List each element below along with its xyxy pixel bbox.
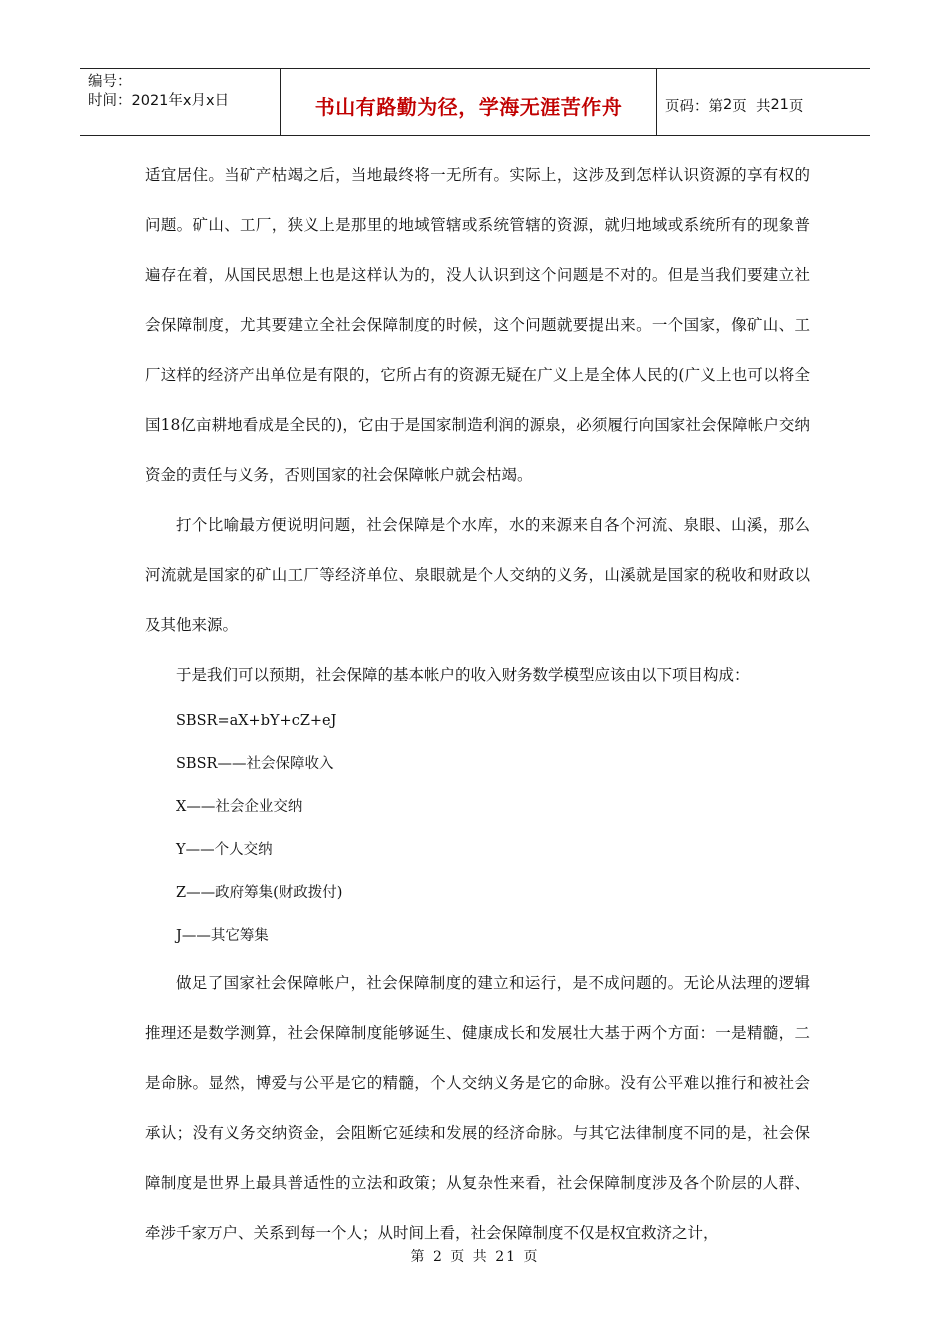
formula: SBSR=aX+bY+cZ+eJ [176,713,337,729]
page-middle: 页 共 [732,98,771,115]
header-meta [80,69,281,135]
document-body [145,150,810,1258]
page-header [80,68,870,136]
page-total: 21 [770,97,789,113]
page-current: 2 [723,97,733,113]
page-prefix: 页码：第 [665,98,723,115]
definition-x: X——社会企业交纳 [176,799,303,815]
paragraph-2: 打个比喻最方便说明问题，社会保障是个水库，水的来源来自各个河流、泉眼、山溪，那么河流就是国家的矿山工厂等经济单位、泉眼就是个人交纳的义务，山溪就是国家的税收和财政以及其他来源。 [145,516,810,634]
time-label: 时间：2021年x月x日 [88,93,230,109]
definition-j: J——其它筹集 [176,928,269,944]
header-page-number [657,69,870,135]
page-footer: 第 2 页 共 21 页 [410,1249,540,1265]
header-motto: 书山有路勤为径，学海无涯苦作舟 [281,69,657,135]
definition-y: Y——个人交纳 [176,842,273,858]
paragraph-3: 于是我们可以预期，社会保障的基本帐户的收入财务数学模型应该由以下项目构成： [176,666,750,684]
definition-z: Z——政府筹集(财政拨付) [176,885,343,901]
number-label: 编号： [88,74,132,90]
paragraph-1: 适宜居住。当矿产枯竭之后，当地最终将一无所有。实际上，这涉及到怎样认识资源的享有权的问题。矿山、工厂，狭义上是那里的地域管辖或系统管辖的资源，就归地域或系统所有的现象普遍存在着，从国民思想上也是这样认为的，没人认识到这个问题是不对的。但是当我们要建立社会保障制度，尤其要建立全社会保障制度的时候，这个问题就要提出来。一个国家，像矿山、工厂这样的经济产出单位是有限的，它所占有的资源无疑在广义上是全体人民的(广义上也可以将全国18亿亩耕地看成是全民的)，它由于是国家制造利润的源泉，必须履行向国家社会保障帐户交纳资金的责任与义务，否则国家的社会保障帐户就会枯竭。 [145,166,810,484]
paragraph-4: 做足了国家社会保障帐户，社会保障制度的建立和运行，是不成问题的。无论从法理的逻辑推理还是数学测算，社会保障制度能够诞生、健康成长和发展壮大基于两个方面：一是精髓，二是命脉。显然，博爱与公平是它的精髓，个人交纳义务是它的命脉。没有公平难以推行和被社会承认；没有义务交纳资金，会阻断它延续和发展的经济命脉。与其它法律制度不同的是，社会保障制度是世界上最具普适性的立法和政策；从复杂性来看，社会保障制度涉及各个阶层的人群、牵涉千家万户、关系到每一个人；从时间上看，社会保障制度不仅是权宜救济之计， [145,974,810,1242]
page-suffix: 页 [788,98,804,115]
definition-sbsr: SBSR——社会保障收入 [176,756,334,772]
